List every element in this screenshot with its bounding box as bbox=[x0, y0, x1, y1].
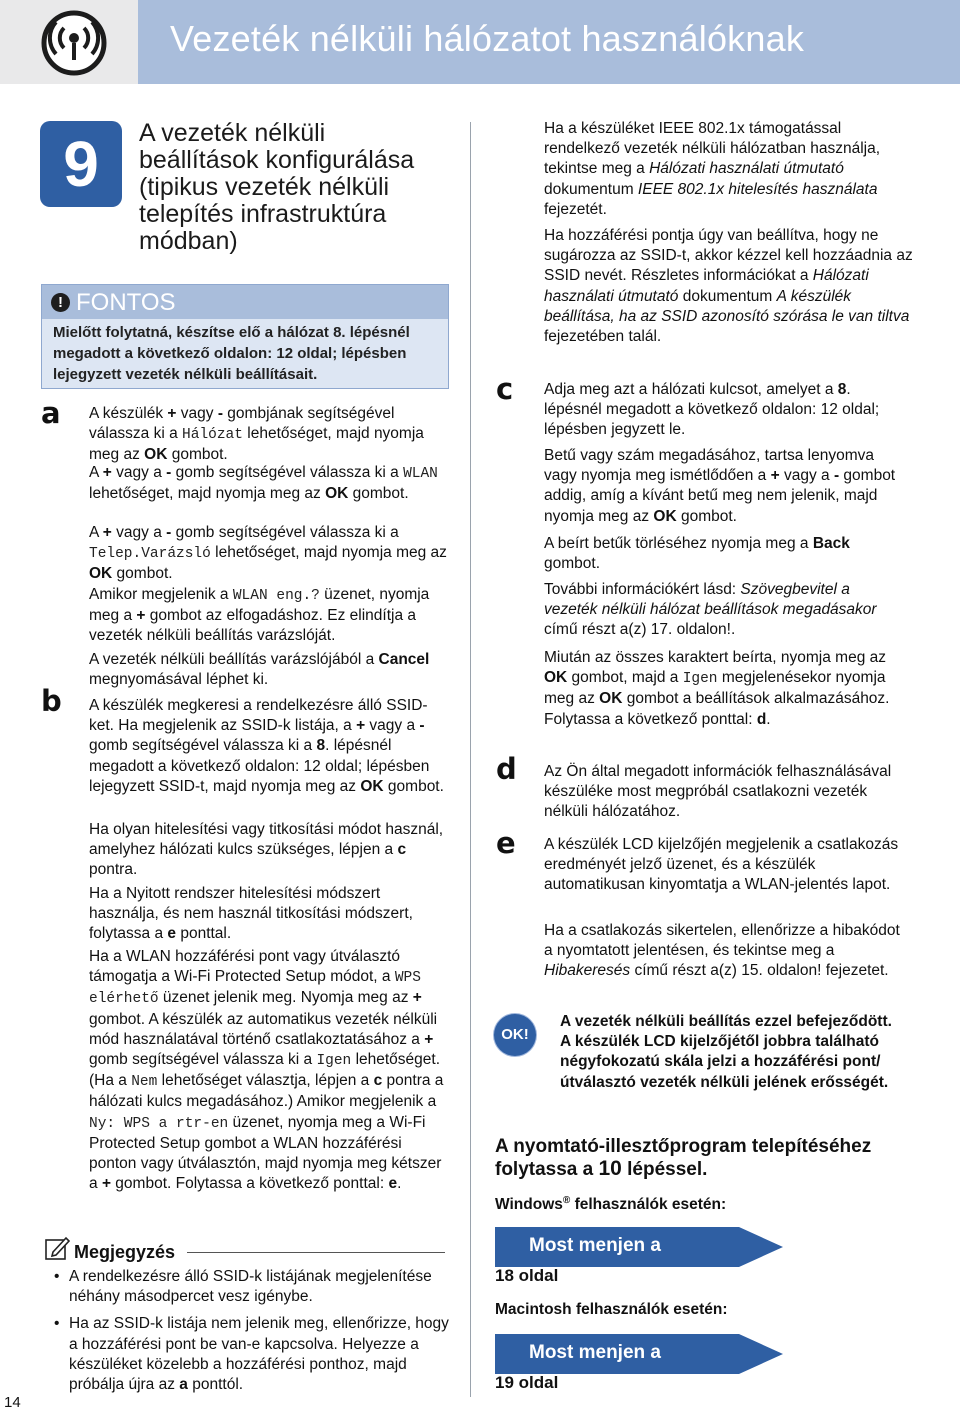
ok-message: A vezeték nélküli beállítás ezzel befejeződött. A készülék LCD kijelzőjétől jobbra található négyfokozatú skála jelzi a hozzáférési pont/útválasztó vezeték nélküli jelének erősségét. bbox=[560, 1013, 892, 1091]
step-c-para-3: A beírt betűk törléséhez nyomja meg a Back gombot. bbox=[544, 535, 850, 573]
step-letter-d: d bbox=[496, 752, 517, 786]
windows-go-to-arrow[interactable] bbox=[495, 1227, 783, 1267]
note-divider bbox=[187, 1252, 445, 1253]
mac-target-page[interactable]: 19 oldal bbox=[495, 1373, 559, 1392]
step-a-para-4: Amikor megjelenik a WLAN eng.? üzenet, nyomja meg a + gombot az elfogadáshoz. Ez elindítja a vezeték nélküli beállítás varázslóját. bbox=[89, 586, 430, 645]
step-e-para-1: A készülék LCD kijelzőjén megjelenik a csatlakozás eredményét jelző üzenet, és a készülék automatikusan kinyomtatja a WLAN-jelentés lapot. bbox=[544, 836, 899, 894]
windows-target-page[interactable]: 18 oldal bbox=[495, 1266, 559, 1285]
exclamation-icon: ! bbox=[51, 293, 70, 312]
pencil-note-icon bbox=[44, 1235, 70, 1261]
step-c-para-2: Betű vagy szám megadásához, tartsa lenyomva vagy nyomja meg ismétlődően a + vagy a - gombot addig, amíg a kívánt betű meg nem jelenik, majd nyomja meg az OK gombot. bbox=[544, 447, 896, 525]
windows-users-label: Windows® felhasználók esetén: bbox=[495, 1195, 727, 1214]
step-b-para-3: Ha a Nyitott rendszer hitelesítési módszert használja, és nem használ titkosítási módszert, folytassa a e ponttal. bbox=[89, 885, 413, 943]
step-c-para-1: Adja meg azt a hálózati kulcsot, amelyet a 8. lépésnél megadott a következő oldalon: 12 oldal; lépésben jegyzett le. bbox=[544, 381, 880, 439]
step-a-para-3: A + vagy a - gomb segítségével válassza ki a Telep.Varázsló lehetőséget, majd nyomja meg az OK gombot. bbox=[89, 524, 447, 583]
step-b-para-1: A készülék megkeresi a rendelkezésre álló SSID-ket. Ha megjelenik az SSID-k listája, a + vagy a - gomb segítségével válassza ki a 8. lépésnél megadott a következő oldalon: 12 oldal; lépésben lejegyzett SSID-t, majd nyomja meg az OK gombot. bbox=[89, 697, 444, 795]
wireless-network-icon bbox=[34, 10, 114, 76]
step-a-para-1: A készülék + vagy - gombjának segítségével válassza ki a Hálózat lehetőséget, majd nyomja meg az OK gombot. bbox=[89, 405, 424, 464]
step-e-para-2: Ha a csatlakozás sikertelen, ellenőrizze a hibakódot a nyomtatott jelentésen, és tekintse meg a Hibakeresés című részt a(z) 15. oldalon! fejezetet. bbox=[544, 922, 900, 980]
step-b-para-4: Ha a WLAN hozzáférési pont vagy útválasztó támogatja a Wi-Fi Protected Setup módot, a WPS elérhető üzenet jelenik meg. Nyomja meg az + gombot. A készülék az automatikus vezeték nélküli mód használatával történő csatlakoztatásához a + gomb segítségével válassza ki a Igen lehetőséget. (Ha a Nem lehetőséget választja, lépjen a c pontra a hálózati kulcs megadásához.) Amikor megjelenik a Ny: WPS a rtr-en üzenet, nyomja meg a Wi-Fi Protected Setup gombot a WLAN hozzáférési ponton vagy útválasztón, majd nyomja meg kétszer a + gombot. Folytassa a következő ponttal: e. bbox=[89, 948, 444, 1193]
step-letter-a: a bbox=[41, 396, 61, 430]
step-a-para-2: A + vagy a - gomb segítségével válassza ki a WLAN lehetőséget, majd nyomja meg az OK gombot. bbox=[89, 464, 438, 503]
important-box bbox=[41, 284, 449, 389]
step-b-para-2: Ha olyan hitelesítési vagy titkosítási módot használ, amelyhez hálózati kulcs szükséges, lépjen a c pontra. bbox=[89, 821, 444, 879]
mac-users-label: Macintosh felhasználók esetén: bbox=[495, 1301, 728, 1318]
step-number-badge: 9 bbox=[40, 121, 122, 207]
step-c-para-5: Miután az összes karaktert beírta, nyomja meg az OK gombot, majd a Igen megjelenésekor nyomja meg az OK gombot a beállítások alkalmazásához. Folytassa a következő ponttal: d. bbox=[544, 649, 890, 728]
step-c-para-4: További információkért lásd: Szövegbevitel a vezeték nélküli hálózat beállítások megadásakor című részt a(z) 17. oldalon!. bbox=[544, 581, 877, 639]
mac-go-to-arrow[interactable] bbox=[495, 1334, 783, 1374]
note-title: Megjegyzés bbox=[74, 1242, 176, 1262]
page-title: Vezeték nélküli hálózatot használóknak bbox=[170, 18, 805, 59]
page-number: 14 bbox=[4, 1394, 21, 1411]
note-list bbox=[52, 1267, 452, 1402]
intro-para-1: Ha a készüléket IEEE 802.1x támogatással rendelkező vezeték nélküli hálózatban használja, tekintse meg a Hálózati használati útmutató dokumentum IEEE 802.1x hitelesítés használata fejezetét. bbox=[544, 120, 881, 218]
step-letter-b: b bbox=[41, 684, 62, 718]
step-letter-c: c bbox=[496, 372, 514, 406]
column-divider bbox=[470, 122, 471, 1397]
important-label: FONTOS bbox=[76, 289, 176, 316]
next-step-heading: A nyomtató-illesztőprogram telepítéséhez folytassa a 10 lépéssel. bbox=[495, 1136, 872, 1180]
note-item: • Ha az SSID-k listája nem jelenik meg, ellenőrizze, hogy a hozzáférési pont be van-e kapcsolva. Helyezze a készüléket közelebb a hozzáférési ponthoz, majd próbálja újra az a ponttól. bbox=[52, 1314, 452, 1395]
step-d-para-1: Az Ön által megadott információk felhasználásával készüléke most megpróbál csatlakozni vezeték nélküli hálózatához. bbox=[544, 763, 892, 821]
ok-icon: OK! bbox=[494, 1014, 536, 1056]
go-to-label: Most menjen a bbox=[529, 1342, 661, 1363]
step-letter-e: e bbox=[496, 826, 516, 860]
step-a-para-5: A vezeték nélküli beállítás varázslójából a Cancel megnyomásával léphet ki. bbox=[89, 651, 430, 689]
section-title: A vezeték nélküli beállítások konfigurálása (tipikus vezeték nélküli telepítés infrastruktúra módban) bbox=[139, 119, 415, 255]
important-header bbox=[42, 285, 448, 319]
go-to-label: Most menjen a bbox=[529, 1235, 661, 1256]
intro-para-2: Ha hozzáférési pontja úgy van beállítva, hogy ne sugározza az SSID-t, akkor kézzel kell hozzáadnia az SSID nevét. Részletes információkat a Hálózati használati útmutató dokumentum A készülék beállítása, ha az SSID azonosító szórása le van tiltva fejezetében talál. bbox=[544, 227, 913, 346]
note-item: • A rendelkezésre álló SSID-k listájának megjelenítése néhány másodpercet vesz igénybe. bbox=[52, 1267, 452, 1307]
important-text: Mielőtt folytatná, készítse elő a hálózat 8. lépésnél megadott a következő oldalon: 12 oldal; lépésben lejegyzett vezeték nélküli beállításait. bbox=[53, 324, 410, 383]
